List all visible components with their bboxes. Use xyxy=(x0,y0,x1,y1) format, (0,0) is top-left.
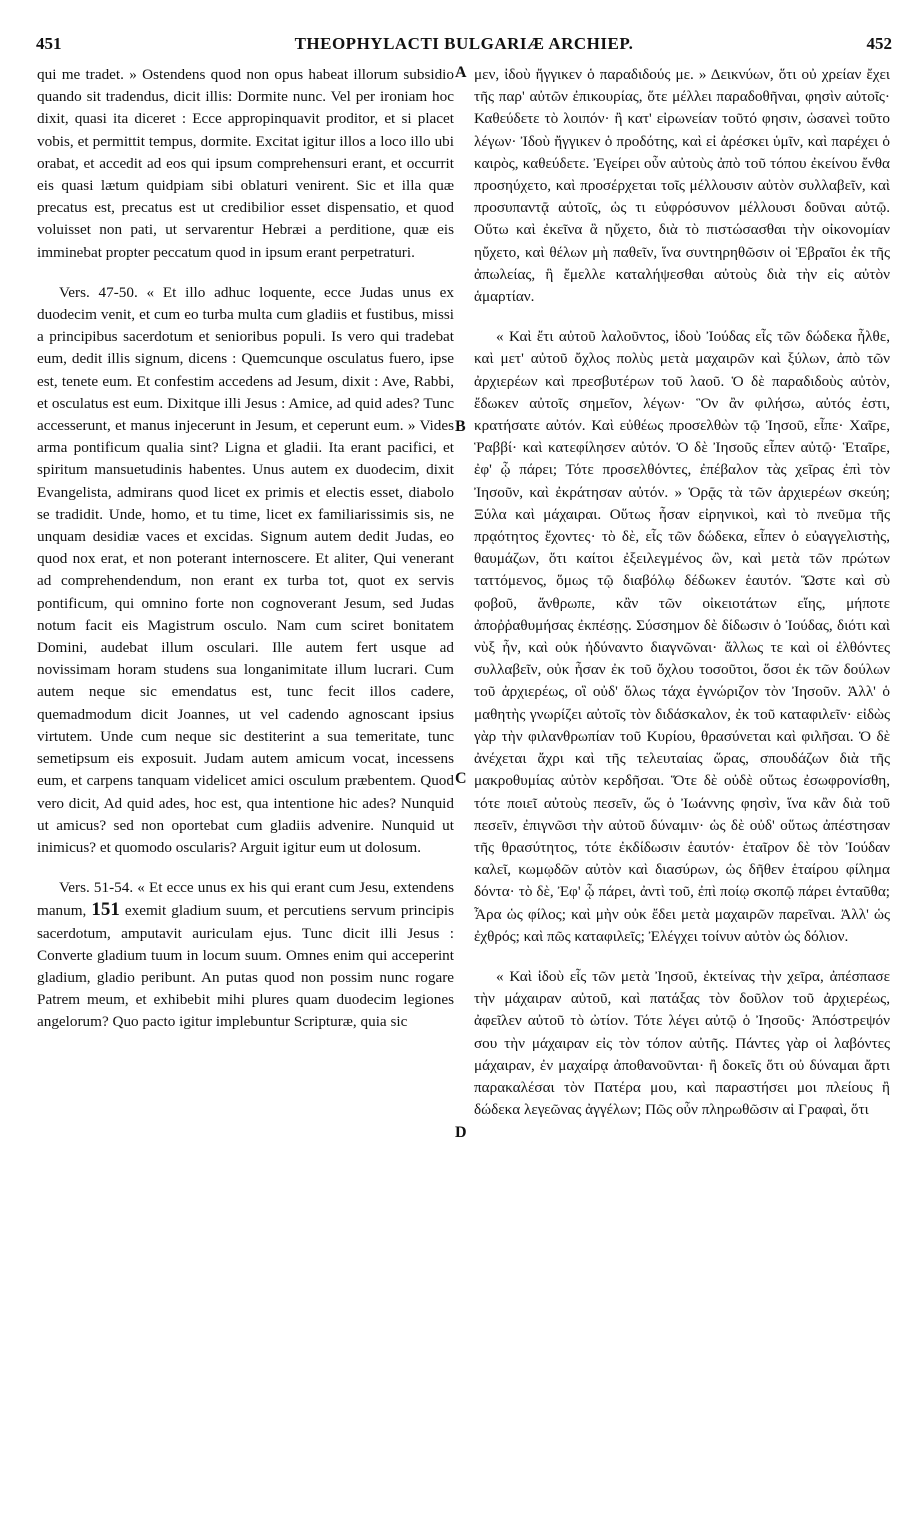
running-header xyxy=(36,34,892,58)
margin-letter-d: D xyxy=(455,1124,467,1141)
page-number-left: 451 xyxy=(36,34,62,53)
column-number: 151 xyxy=(91,899,120,921)
greek-paragraph-3: « Καὶ ἰδοὺ εἷς τῶν μετὰ Ἰησοῦ, ἐκτείνας τὴν χεῖρα, ἀπέσπασε τὴν μάχαιραν αὐτοῦ, καὶ πατάξας τὸν δοῦλον τοῦ ἀρχιερέως, ἀφεῖλεν αὐτοῦ τὸ ὠτίον. Τότε λέγει αὐτῷ ὁ Ἰησοῦς· Ἀπόστρεψόν σου τὴν μάχαιραν εἰς τὸν τόπον αὐτῆς. Πάντες γὰρ οἱ λαβόντες μάχαιραν, ἐν μαχαίρᾳ ἀποθανοῦνται· ἢ δοκεῖς ὅτι οὐ δύναμαι ἄρτι παρακαλέσαι τὸν Πατέρα μου, καὶ παραστήσει μοι πλείους ἢ δώδεκα λεγεῶνας ἀγγέλων; Πῶς οὖν πληρωθῶσιν αἱ Γραφαὶ, ὅτι xyxy=(474,967,890,1119)
margin-letter-a: A xyxy=(455,64,467,81)
margin-letter-b: B xyxy=(455,418,466,435)
greek-paragraph-2: « Καὶ ἔτι αὐτοῦ λαλοῦντος, ἰδοὺ Ἰούδας εἷς τῶν δώδεκα ἦλθε, καὶ μετ' αὐτοῦ ὄχλος πολὺς μετὰ μαχαιρῶν καὶ ξύλων, ἀπὸ τῶν ἀρχιερέων καὶ πρεσβυτέρων τοῦ λαοῦ. Ὁ δὲ παραδιδοὺς αὐτὸν, ἔδωκεν αὐτοῖς σημεῖον, λέγων· Ὃν ἂν φιλήσω, αὐτός ἐστι, κρατήσατε αὐτόν. Καὶ εὐθέως προσελθὼν τῷ Ἰησοῦ, εἶπε· Χαῖρε, Ῥαββί· καὶ κατεφίλησεν αὐτόν. Ὁ δὲ Ἰησοῦς εἶπεν αὐτῷ· Ἑταῖρε, ἐφ' ᾧ πάρει; Τότε προσελθόντες, ἐπέβαλον τὰς χεῖρας ἐπὶ τὸν Ἰησοῦν, καὶ ἐκράτησαν αὐτόν. » Ὁρᾷς τὰ τῶν ἀρχιερέων σκεύη; Ξύλα καὶ μάχαιραι. Οὕτως ἦσαν εἰρηνικοὶ, καὶ τὸ πνεῦμα τῆς πρᾳότητος ἔχοντες· τὸ δὲ, εἷς τῶν δώδεκα, εἶπεν ὁ εὐαγγελιστὴς, θαυμάζων, ὅτι καίτοι ἐξειλεγμένος ὢν, καὶ μετὰ τῶν πρώτων ταττόμενος, ὅμως τῷ διαβόλῳ δέδωκεν ἑαυτόν. Ὥστε καὶ σὺ φοβοῦ, ἄνθρωπε, κἂν τῶν οἰκειοτάτων εἴης, μήποτε ἀποῤῥαθυμήσας ἐκπέσῃς. Σύσσημον δὲ δίδωσιν ὁ Ἰούδας, διότι καὶ νὺξ ἦν, καὶ οὐκ ἠδύναντο διαγνῶναι· ἄλλως τε καὶ οἱ ἐλθόντες συλλαβεῖν, οὐκ ἦσαν ἐκ τοῦ ὄχλου τοσοῦτοι, ὅσοι ἐκ τῶν δούλων τοῦ ἀρχιερέως, οἳ οὐδ' ὅλως τάχα ἐγνώριζον τὸν Ἰησοῦν. Ἀλλ' ὁ μαθητὴς γνωρίζει αὐτοῖς τὸν διδάσκαλον, ἐκ τοῦ καταφιλεῖν· εἰδὼς γὰρ τὴν φιλανθρωπίαν τοῦ Κυρίου, θρασύνεται καὶ φιλῆσαι. Ὁ δὲ ἀνέχεται ἄχρι καὶ τῆς τελευταίας ὥρας, σπουδάζων διὰ τῆς μακροθυμίας αὐτὸν κερδῆσαι. Ὅτε δὲ οὐδὲ οὕτως ἐσωφρονίσθη, τότε ποιεῖ αὐτοὺς πεσεῖν, ὥς ὁ Ἰωάννης φησὶν, ἵνα κἂν διὰ τοῦ πεσεῖν, ἐπιγνῶσι τὴν αὐτοῦ δύναμιν· ὡς δὲ οὐδ' οὕτως ἀπέστησαν τῆς θρασύτητος, τότε ἐκδίδωσιν ἑαυτόν· ἑταῖρον δὲ τὸν Ἰούδαν καλεῖ, κωμῳδῶν αὐτὸν καὶ διασύρων, ὡς δῆθεν ἑταίρου φίλημα δόντα· τὸ δὲ, Ἐφ' ᾧ πάρει, ἀντὶ τοῦ, ἐπὶ ποίῳ σκοπῷ πάρει ἐνταῦθα; Ἆρα ὡς φίλος; καὶ μὴν οὐκ ἔδει μετὰ μαχαιρῶν παρεῖναι. Ἀλλ' ὡς ἐχθρός; καὶ πῶς καταφιλεῖς; Ἐλέγχει τοίνυν αὐτὸν ὡς δόλιον. xyxy=(474,328,890,945)
latin-column xyxy=(37,64,454,1034)
page-number-right: 452 xyxy=(866,34,892,53)
greek-paragraph-1: μεν, ἰδοὺ ἤγγικεν ὁ παραδιδούς με. » Δεικνύων, ὅτι οὐ χρείαν ἔχει τῆς παρ' αὐτῶν ἐπικουρίας, ὅτε μέλλει παραδοθῆναι, φησὶν αὐτοῖς· Καθεύδετε τὸ λοιπόν· ἢ κατ' εἰρωνείαν τοῦτό φησιν, ὡσανεὶ τοῦτο λέγων· Ἰδοὺ ἤγγικεν ὁ προδότης, καὶ εἰ ἀρέσκει ὑμῖν, καὶ παρέχει ὁ καιρὸς, καθεύδετε. Ἐγείρει οὖν αὐτοὺς ἀπὸ τοῦ τόπου ἐκείνου ἔνθα προσηύχετο, καὶ προσέρχεται τοῖς μέλλουσιν αὐτὸν συλλαβεῖν, καὶ προσυπαντᾷ αὐτοῖς, ὡς τι εὐφρόσυνον μέλλουσι δοῦναι αὐτῷ. Οὕτω καὶ ἐκεῖνα ἃ ηὔχετο, διὰ τὸ πιστώσασθαι τὴν οἰκονομίαν ηὔχετο, καὶ θέλων μὴ παθεῖν, ἵνα συντηρηθῶσιν οἱ Ἑβραῖοι ἐκ τῆς ἀπωλείας, ἣ ἔμελλε καταλήψεσθαι αὐτοὺς διὰ τὴν εἰς αὐτὸν ἁμαρτίαν. xyxy=(474,66,890,306)
margin-letter-c: C xyxy=(455,770,467,787)
latin-paragraph-3 xyxy=(37,877,454,1033)
latin-paragraph-1: qui me tradet. » Ostendens quod non opus habeat illorum subsidio quando sit tradendus, dicit illis: Dormite nunc. Vel per ironiam hoc dixit, quasi ita diceret : Ecce appropinquavit proditor, et si placet vobis, et permittit tempus, dormite. Excitat igitur illos a loco illo ubi orabat, et accedit ad eos qui ipsum comprehensuri erant, et occurrit eis quasi lætum quidpiam sibi oblaturi venirent. Sic et illa quæ precatus est, precatus est ut credibilior esset dispensatio, et quod voluisset non pati, ut servarentur Hebræi a perditione, quæ eis imminebat propter peccatum quod in ipsum erant perpetraturi. xyxy=(37,66,454,261)
running-title: THEOPHYLACTI BULGARIÆ ARCHIEP. xyxy=(294,34,634,53)
latin-paragraph-2: Vers. 47-50. « Et illo adhuc loquente, ecce Judas unus ex duodecim venit, et cum eo turba multa cum gladiis et fustibus, missi a principibus sacerdotum et senioribus populi. Is vero qui tradebat eum, dedit illis signum, dicens : Quemcunque osculatus fuero, ipse est, tenete eum. Et confestim accedens ad Jesum, dixit : Ave, Rabbi, et osculatus est eum. Dixitque illi Jesus : Amice, ad quid ades? Tunc accesserunt, et manus injecerunt in Jesum, et ceperunt eum. » Vides arma pontificum qualia sint? Ligna et gladii. Ita erant pacifici, et spiritum mansuetudinis habentes. Unus autem ex duodecim, dixit Evangelista, admirans quod licet ex primis et electis esset, diabolo se tradidit. Unde, homo, et tu time, licet ex familiarissimis sis, ne unquam desidiæ vaces et excidas. Signum autem dedit Judas, eo quod nox erat, et non poterant internoscere. Et aliter, Qui venerant ad comprehendendum, non erant ex turba tot, quot ex servis pontificum, qui omnino forte non cognoverant Jesum, sed Judas notum facit eis Magistrum osculo. Nam cum sciret bonitatem Domini, audebat illum osculari. Ille autem fert usque ad novissimam horam studens sua longanimitate illum lucrari. Cum autem neque sic emendatus est, tunc fecit illos cadere, quemadmodum dicit Joannes, ut vel cadendo agnoscant ipsius virtutem. Unde cum neque sic destiterint a sua temeritate, tunc semetipsum eis exposuit. Judam autem amicum vocat, incessens eum, et carpens tanquam videlicet amici osculum præbentem. Quod vero dicit, Ad quid ades, hoc est, qua intentione hic ades? Nunquid ut amicus? sed non oportebat cum gladiis advenire. Nunquid ut inimicus? et quomodo oscularis? Arguit igitur eum ut dolosum. xyxy=(37,283,454,856)
greek-column xyxy=(474,64,890,1121)
latin-paragraph-3-start: Vers. 51-54. « Et ecce unus ex his qui erant cum Jesu, extendens manum, xyxy=(37,879,454,920)
latin-paragraph-3-end: exemit gladium suum, et percutiens servum principis sacerdotum, amputavit auriculam ejus. Tunc dicit illi Jesus : Converte gladium tuum in locum suum. Omnes enim qui acceperint gladium, gladio peribunt. An putas quod non possim nunc rogare Patrem meum, et exhibebit mihi plures quam duodecim legiones angelorum? Quo pacto igitur implebuntur Scripturæ, quia sic xyxy=(37,902,455,1031)
